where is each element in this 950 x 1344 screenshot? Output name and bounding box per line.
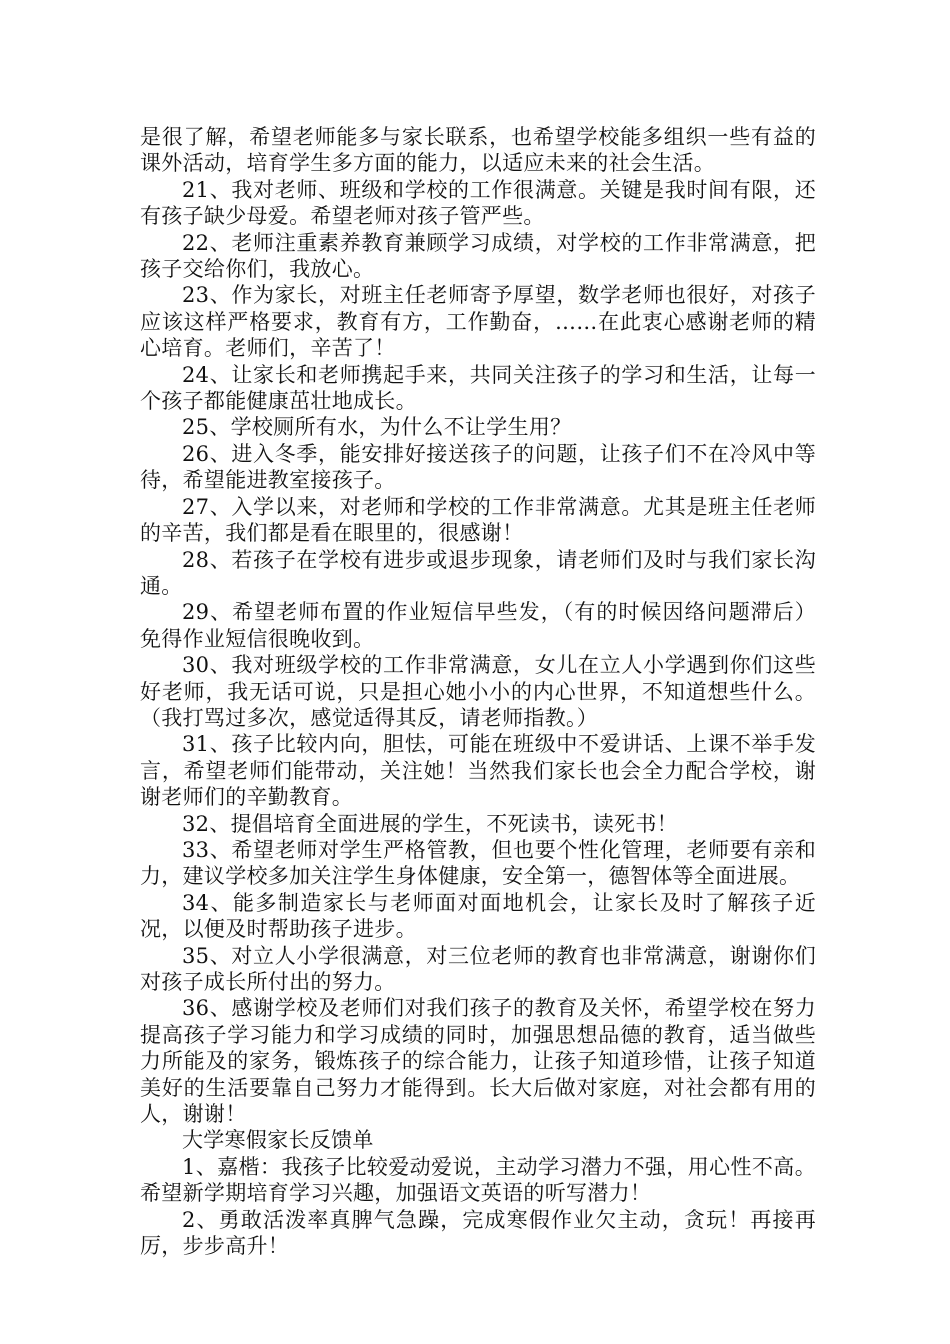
paragraph-item-31: 31、孩子比较内向，胆怯，可能在班级中不爱讲话、上课不举手发言，希望老师们能带动，关注她！当然我们家长也会全力配合学校，谢谢老师们的辛勤教育。 <box>140 732 816 810</box>
paragraph-item-30: 30、我对班级学校的工作非常满意，女儿在立人小学遇到你们这些好老师，我无话可说，只是担心她小小的内心世界，不知道想些什么。（我打骂过多次，感觉适得其反，请老师指教。） <box>140 653 816 730</box>
feedback-item-2: 2、勇敢活泼率真脾气急躁，完成寒假作业欠主动，贪玩！再接再厉，步步高升！ <box>140 1207 816 1259</box>
feedback-item-1: 1、嘉楷：我孩子比较爱动爱说，主动学习潜力不强，用心性不高。希望新学期培育学习兴趣，加强语文英语的听写潜力！ <box>140 1154 816 1206</box>
paragraph-item-32: 32、提倡培育全面进展的学生，不死读书，读死书！ <box>182 811 678 836</box>
paragraph-item-33: 33、希望老师对学生严格管教，但也要个性化管理，老师要有亲和力，建议学校多加关注学生身体健康，安全第一，德智体等全面进展。 <box>140 837 816 889</box>
paragraph-item-36: 36、感谢学校及老师们对我们孩子的教育及关怀，希望学校在努力提高孩子学习能力和学习成绩的同时，加强思想品德的教育，适当做些力所能及的家务，锻炼孩子的综合能力，让孩子知道珍惜，让孩子知道美好的生活要靠自己努力才能得到。长大后做对家庭，对社会都有用的人，谢谢！ <box>140 996 816 1127</box>
paragraph-item-27: 27、入学以来，对老师和学校的工作非常满意。尤其是班主任老师的辛苦，我们都是看在眼里的，很感谢！ <box>140 494 816 546</box>
paragraph-item-21: 21、我对老师、班级和学校的工作很满意。关键是我时间有限，还有孩子缺少母爱。希望老师对孩子管严些。 <box>140 177 816 229</box>
document-body <box>140 124 816 1259</box>
paragraph-item-23: 23、作为家长，对班主任老师寄予厚望，数学老师也很好，对孩子应该这样严格要求，教育有方，工作勤奋，……在此衷心感谢老师的精心培育。老师们，辛苦了！ <box>140 283 816 361</box>
paragraph-item-25: 25、学校厕所有水，为什么不让学生用？ <box>182 415 572 440</box>
section-heading: 大学寒假家长反馈单 <box>182 1128 374 1153</box>
paragraph-item-24: 24、让家长和老师携起手来，共同关注孩子的学习和生活，让每一个孩子都能健康茁壮地成长。 <box>140 362 816 414</box>
paragraph-item-28: 28、若孩子在学校有进步或退步现象，请老师们及时与我们家长沟通。 <box>140 547 816 598</box>
paragraph-continued: 是很了解，希望老师能多与家长联系，也希望学校能多组织一些有益的课外活动，培育学生多方面的能力，以适应未来的社会生活。 <box>140 125 816 176</box>
paragraph-item-26: 26、进入冬季，能安排好接送孩子的问题，让孩子们不在冷风中等待，希望能进教室接孩子。 <box>140 441 816 493</box>
paragraph-item-34: 34、能多制造家长与老师面对面地机会，让家长及时了解孩子近况，以便及时帮助孩子进步。 <box>140 890 816 942</box>
paragraph-item-35: 35、对立人小学很满意，对三位老师的教育也非常满意，谢谢你们对孩子成长所付出的努力。 <box>140 943 816 994</box>
paragraph-item-22: 22、老师注重素养教育兼顾学习成绩，对学校的工作非常满意，把孩子交给你们，我放心。 <box>140 230 816 282</box>
paragraph-item-29: 29、希望老师布置的作业短信早些发，（有的时候因络问题滞后）免得作业短信很晚收到。 <box>140 600 816 651</box>
